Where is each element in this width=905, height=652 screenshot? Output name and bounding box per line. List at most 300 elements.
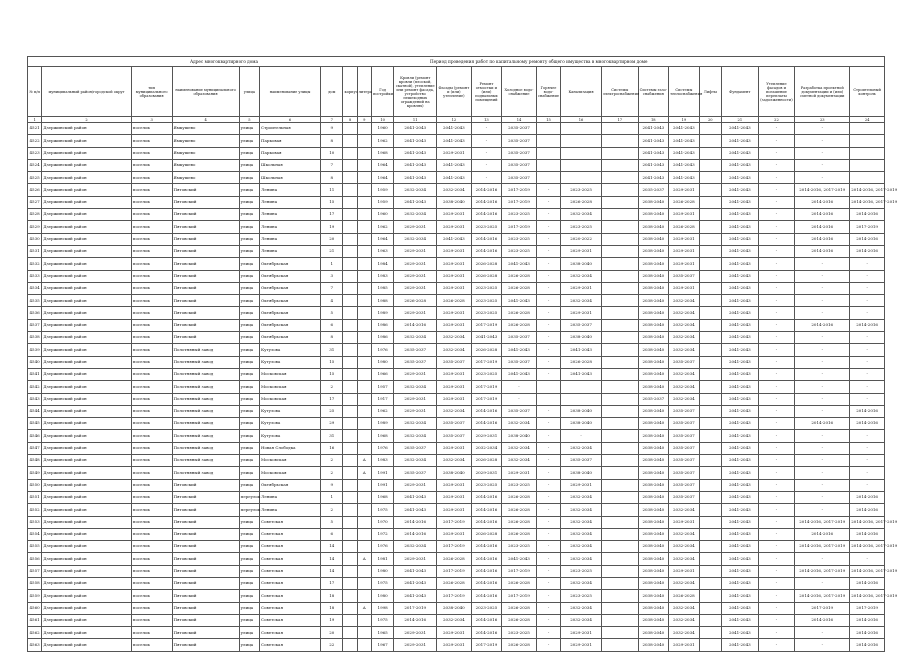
table-row bbox=[28, 147, 885, 159]
table-cell: 1966 bbox=[371, 368, 393, 380]
table-cell: 18 bbox=[321, 602, 343, 614]
table-cell: - bbox=[795, 295, 850, 307]
table-cell: - bbox=[795, 307, 850, 319]
table-cell: 2014-2016 bbox=[850, 627, 885, 639]
table-cell: 1970 bbox=[371, 516, 393, 528]
table-row bbox=[28, 577, 885, 589]
table-cell: 2026-2028 bbox=[437, 295, 472, 307]
table-cell bbox=[357, 639, 371, 651]
table-cell: 2029-2031 bbox=[394, 221, 437, 233]
table-cell: Дзержинский район bbox=[42, 147, 132, 159]
table-cell: 2029-2031 bbox=[471, 467, 502, 479]
table-cell bbox=[699, 233, 721, 245]
table-cell bbox=[357, 209, 371, 221]
column-header: Фундамент bbox=[722, 67, 759, 117]
table-cell bbox=[357, 418, 371, 430]
table-cell: 2017-2019 bbox=[471, 393, 502, 405]
table-body bbox=[28, 123, 898, 652]
table-cell: улица bbox=[239, 233, 259, 245]
table-cell: 2029-2031 bbox=[437, 258, 472, 270]
column-header: наименование улицы bbox=[260, 67, 321, 117]
table-cell: 2014-2016 bbox=[471, 516, 502, 528]
table-cell: Пятовский bbox=[172, 504, 239, 516]
table-cell: - bbox=[795, 627, 850, 639]
table-cell bbox=[601, 467, 638, 479]
table-cell: 2041-2043 bbox=[638, 135, 669, 147]
table-cell bbox=[357, 627, 371, 639]
table-cell: Пятовский bbox=[172, 209, 239, 221]
table-cell: Дзержинский район bbox=[42, 553, 132, 565]
table-cell bbox=[343, 479, 357, 491]
table-cell bbox=[343, 627, 357, 639]
table-cell: 4550 bbox=[28, 479, 42, 491]
table-cell bbox=[699, 639, 721, 651]
table-cell: Ленина bbox=[260, 209, 321, 221]
table-cell: 2014-2016 bbox=[850, 319, 885, 331]
table-cell: Кутузова bbox=[260, 430, 321, 442]
table-cell: 2029-2031 bbox=[437, 147, 472, 159]
table-cell: поселок bbox=[131, 172, 172, 184]
table-cell: 1968 bbox=[371, 430, 393, 442]
table-cell bbox=[699, 368, 721, 380]
table-cell: 4560 bbox=[28, 602, 42, 614]
table-cell bbox=[699, 209, 721, 221]
table-row bbox=[28, 159, 885, 171]
table-row bbox=[28, 639, 885, 651]
table-cell: 1 bbox=[321, 258, 343, 270]
table-cell: Дзержинский район bbox=[42, 184, 132, 196]
table-cell: 2014-2016, 2017-2019 bbox=[850, 196, 885, 208]
table-cell: 18 bbox=[321, 590, 343, 602]
table-cell: Дзержинский район bbox=[42, 393, 132, 405]
table-cell: 2038-2040 bbox=[638, 491, 669, 503]
table-cell: - bbox=[536, 491, 560, 503]
table-cell: Полотняный завод bbox=[172, 467, 239, 479]
table-cell: 2041-2043 bbox=[722, 455, 759, 467]
table-cell: 2035-2037 bbox=[638, 184, 669, 196]
table-cell: 2014-2016 bbox=[394, 516, 437, 528]
table-cell: 4527 bbox=[28, 196, 42, 208]
table-row bbox=[28, 614, 885, 626]
table-cell: 2041-2043 bbox=[502, 368, 537, 380]
table-cell: Полотняный завод bbox=[172, 442, 239, 454]
table-cell: 2014-2016 bbox=[471, 405, 502, 417]
table-cell: - bbox=[758, 639, 795, 651]
table-cell: улица bbox=[239, 258, 259, 270]
table-cell: поселок bbox=[131, 467, 172, 479]
table-cell bbox=[343, 590, 357, 602]
table-cell: 2014-2016, 2017-2019 bbox=[795, 184, 850, 196]
table-cell: 4548 bbox=[28, 455, 42, 467]
table-cell: улица bbox=[239, 541, 259, 553]
table-cell: 19 bbox=[321, 614, 343, 626]
table-cell: Пятовский bbox=[172, 233, 239, 245]
table-cell: 1962 bbox=[371, 405, 393, 417]
table-cell: 2038-2040 bbox=[561, 258, 602, 270]
table-cell: 2014-2016 bbox=[795, 221, 850, 233]
table-cell: 2032-2034 bbox=[502, 418, 537, 430]
table-cell: Дзержинский район bbox=[42, 627, 132, 639]
table-cell: улица bbox=[239, 295, 259, 307]
table-cell: 2038-2040 bbox=[638, 282, 669, 294]
table-cell: 2035-2037 bbox=[561, 319, 602, 331]
table-cell: 2041-2043 bbox=[669, 147, 700, 159]
table-cell: 2032-2034 bbox=[394, 430, 437, 442]
column-header: Утепление фасадов и погашение переплаты (задолженности) bbox=[758, 67, 795, 117]
table-cell: 1976 bbox=[371, 541, 393, 553]
table-cell: Пятовский bbox=[172, 553, 239, 565]
table-cell: 2032-2034 bbox=[669, 553, 700, 565]
table-cell: Советская bbox=[260, 639, 321, 651]
column-number: 11 bbox=[394, 117, 437, 123]
table-cell: Дзержинский район bbox=[42, 565, 132, 577]
table-cell: - bbox=[536, 639, 560, 651]
table-cell: 16 bbox=[321, 442, 343, 454]
table-cell bbox=[699, 553, 721, 565]
table-cell: - bbox=[795, 430, 850, 442]
table-cell: Дзержинский район bbox=[42, 245, 132, 257]
table-cell: - bbox=[758, 491, 795, 503]
table-cell: улица bbox=[239, 455, 259, 467]
table-cell: Полотняный завод bbox=[172, 356, 239, 368]
table-cell: 2017-2019 bbox=[502, 196, 537, 208]
table-cell: - bbox=[758, 196, 795, 208]
table-cell: - bbox=[758, 614, 795, 626]
table-cell bbox=[850, 147, 885, 159]
table-cell: - bbox=[795, 344, 850, 356]
table-cell: 1980 bbox=[371, 356, 393, 368]
table-cell: 1981 bbox=[371, 553, 393, 565]
table-cell: 2032-2034 bbox=[561, 528, 602, 540]
table-cell bbox=[850, 135, 885, 147]
table-cell: Ленина bbox=[260, 233, 321, 245]
table-cell: 2035-2037 bbox=[669, 405, 700, 417]
table-cell bbox=[699, 528, 721, 540]
table-cell: 2029-2031 bbox=[437, 639, 472, 651]
table-cell: 2041-2043 bbox=[437, 172, 472, 184]
table-cell: 2029-2031 bbox=[437, 442, 472, 454]
table-cell: 2041-2043 bbox=[722, 344, 759, 356]
table-cell bbox=[850, 159, 885, 171]
table-cell: - bbox=[536, 516, 560, 528]
table-cell: - bbox=[758, 528, 795, 540]
table-cell: Полотняный завод bbox=[172, 368, 239, 380]
table-cell: 2041-2043 bbox=[722, 516, 759, 528]
table-cell: 4539 bbox=[28, 344, 42, 356]
table-cell bbox=[343, 356, 357, 368]
table-cell: поселок bbox=[131, 553, 172, 565]
table-cell: 2035-2037 bbox=[669, 430, 700, 442]
table-cell: Дзержинский район bbox=[42, 209, 132, 221]
table-cell bbox=[601, 270, 638, 282]
table-cell: - bbox=[758, 516, 795, 528]
table-cell: - bbox=[471, 172, 502, 184]
table-cell: 4525 bbox=[28, 172, 42, 184]
table-cell: - bbox=[536, 233, 560, 245]
column-header: тип муниципального образования bbox=[131, 67, 172, 117]
table-cell: поселок bbox=[131, 455, 172, 467]
table-cell: 17 bbox=[321, 209, 343, 221]
table-cell: 2014-2016 bbox=[394, 614, 437, 626]
table-cell: 2035-2037 bbox=[437, 356, 472, 368]
table-cell: 2023-2025 bbox=[471, 295, 502, 307]
table-cell: Пятовский bbox=[172, 541, 239, 553]
table-cell: 2032-2034 bbox=[437, 405, 472, 417]
table-cell: 2032-2034 bbox=[394, 233, 437, 245]
table-cell: 2041-2043 bbox=[722, 393, 759, 405]
table-cell: 2 bbox=[321, 504, 343, 516]
column-header: Ремонт отмостки и (или) подвальных помещений bbox=[471, 67, 502, 117]
table-cell: 2029-2031 bbox=[502, 467, 537, 479]
table-cell: улица bbox=[239, 553, 259, 565]
table-cell: Дзержинский район bbox=[42, 590, 132, 602]
table-cell: - bbox=[758, 627, 795, 639]
table-cell: 2029-2031 bbox=[561, 282, 602, 294]
table-cell bbox=[536, 381, 560, 393]
table-cell: Дзержинский район bbox=[42, 221, 132, 233]
table-cell: улица bbox=[239, 245, 259, 257]
table-cell: Октябрьская bbox=[260, 319, 321, 331]
table-cell: 2041-2043 bbox=[394, 159, 437, 171]
table-cell: - bbox=[561, 430, 602, 442]
table-cell: 2032-2034 bbox=[561, 553, 602, 565]
table-cell: 2035-2037 bbox=[502, 356, 537, 368]
table-cell: Дзержинский район bbox=[42, 614, 132, 626]
table-cell: - bbox=[850, 393, 885, 405]
table-cell: Пятовский bbox=[172, 332, 239, 344]
table-cell: 2041-2043 bbox=[722, 430, 759, 442]
table-cell: поселок bbox=[131, 233, 172, 245]
table-row bbox=[28, 307, 885, 319]
table-cell bbox=[536, 172, 560, 184]
table-cell: улица bbox=[239, 381, 259, 393]
table-cell bbox=[601, 553, 638, 565]
table-cell: - bbox=[536, 590, 560, 602]
table-cell: А bbox=[357, 467, 371, 479]
table-cell: 2032-2034 bbox=[561, 442, 602, 454]
table-cell: 2035-2037 bbox=[394, 467, 437, 479]
table-cell: поселок bbox=[131, 295, 172, 307]
table-cell: - bbox=[850, 381, 885, 393]
table-cell: 2029-2031 bbox=[669, 565, 700, 577]
table-cell: 2017-2019 bbox=[471, 356, 502, 368]
table-cell: - bbox=[536, 614, 560, 626]
table-cell: 2041-2043 bbox=[722, 553, 759, 565]
table-cell: 2029-2031 bbox=[394, 270, 437, 282]
column-number: 4 bbox=[172, 117, 239, 123]
table-cell: 2029-2031 bbox=[437, 528, 472, 540]
table-cell: 2035-2037 bbox=[669, 356, 700, 368]
table-cell: 3 bbox=[321, 270, 343, 282]
table-cell: 2014-2016 bbox=[850, 577, 885, 589]
table-cell: - bbox=[850, 270, 885, 282]
table-cell: 2035-2037 bbox=[394, 344, 437, 356]
table-cell: - bbox=[795, 172, 850, 184]
table-cell: 2 bbox=[321, 381, 343, 393]
table-cell: - bbox=[850, 332, 885, 344]
table-cell: 2038-2040 bbox=[638, 233, 669, 245]
table-cell: 2014-2016 bbox=[850, 639, 885, 651]
table-cell: Советская bbox=[260, 553, 321, 565]
column-number: 2 bbox=[42, 117, 132, 123]
table-cell: 4555 bbox=[28, 541, 42, 553]
table-cell: 2026-2028 bbox=[561, 196, 602, 208]
table-cell: 2023-2025 bbox=[502, 245, 537, 257]
table-cell: - bbox=[502, 393, 537, 405]
table-cell: 2029-2031 bbox=[437, 270, 472, 282]
table-cell: 4545 bbox=[28, 418, 42, 430]
table-cell: 15 bbox=[321, 368, 343, 380]
table-cell: 1964 bbox=[371, 233, 393, 245]
table-cell: 2017-2019 bbox=[850, 602, 885, 614]
table-cell: 2029-2031 bbox=[394, 639, 437, 651]
table-cell: 2041-2043 bbox=[722, 541, 759, 553]
table-cell: поселок bbox=[131, 565, 172, 577]
table-cell bbox=[699, 344, 721, 356]
table-cell: 2041-2043 bbox=[722, 590, 759, 602]
table-row bbox=[28, 381, 885, 393]
column-header: № п/п bbox=[28, 67, 42, 117]
table-row bbox=[28, 528, 885, 540]
table-cell bbox=[601, 123, 638, 135]
column-header: Разработка проектной документации и (или) сметной документации bbox=[795, 67, 850, 117]
table-cell: Дзержинский район bbox=[42, 295, 132, 307]
table-cell: Дзержинский район bbox=[42, 467, 132, 479]
table-cell: Пятовский bbox=[172, 590, 239, 602]
table-cell: 2029-2031 bbox=[437, 381, 472, 393]
table-cell: Дзержинский район bbox=[42, 541, 132, 553]
table-cell: улица bbox=[239, 418, 259, 430]
table-cell: 2026-2028 bbox=[437, 577, 472, 589]
column-header: корпус bbox=[343, 67, 357, 117]
table-cell: улица bbox=[239, 147, 259, 159]
table-cell: 2041-2043 bbox=[394, 196, 437, 208]
table-cell: Полотняный завод bbox=[172, 418, 239, 430]
table-cell: Дзержинский район bbox=[42, 479, 132, 491]
table-cell: 4542 bbox=[28, 381, 42, 393]
table-row bbox=[28, 516, 885, 528]
table-cell: 2026-2028 bbox=[502, 528, 537, 540]
table-cell: 1984 bbox=[371, 258, 393, 270]
table-cell: Дзержинский район bbox=[42, 455, 132, 467]
table-row bbox=[28, 504, 885, 516]
table-cell: 1917 bbox=[371, 393, 393, 405]
table-cell bbox=[357, 270, 371, 282]
table-cell: 2041-2043 bbox=[722, 245, 759, 257]
table-cell: 2 bbox=[321, 467, 343, 479]
table-cell bbox=[357, 491, 371, 503]
table-cell: - bbox=[795, 491, 850, 503]
column-header: Лифты bbox=[699, 67, 721, 117]
table-cell bbox=[601, 565, 638, 577]
table-cell bbox=[850, 123, 885, 135]
table-cell: - bbox=[536, 577, 560, 589]
table-cell: 1962 bbox=[371, 135, 393, 147]
table-cell: 2032-2034 bbox=[669, 295, 700, 307]
table-cell bbox=[343, 602, 357, 614]
table-cell: Пятовский bbox=[172, 516, 239, 528]
table-cell: 2029-2031 bbox=[561, 639, 602, 651]
table-cell: 2041-2043 bbox=[722, 565, 759, 577]
table-cell bbox=[601, 221, 638, 233]
table-cell: переулок bbox=[239, 504, 259, 516]
table-cell: 17 bbox=[321, 393, 343, 405]
table-cell: - bbox=[758, 356, 795, 368]
table-cell: 2017-2019 bbox=[471, 319, 502, 331]
table-cell: 2038-2040 bbox=[638, 368, 669, 380]
table-cell: 2038-2040 bbox=[638, 209, 669, 221]
table-cell: Советская bbox=[260, 577, 321, 589]
column-header: Системы теплоснабжения bbox=[669, 67, 700, 117]
column-header: дом bbox=[321, 67, 343, 117]
table-cell: Московская bbox=[260, 467, 321, 479]
table-cell: 2014-2016 bbox=[471, 553, 502, 565]
table-cell: Полотняный завод bbox=[172, 405, 239, 417]
table-cell: Ямкушево bbox=[172, 159, 239, 171]
table-cell: 2023-2025 bbox=[502, 233, 537, 245]
table-cell: - bbox=[471, 147, 502, 159]
table-cell: 2014-2016 bbox=[850, 245, 885, 257]
table-cell: Пятовский bbox=[172, 319, 239, 331]
table-cell: 2014-2016 bbox=[471, 627, 502, 639]
table-cell: 2014-2016 bbox=[850, 405, 885, 417]
table-cell: Советская bbox=[260, 541, 321, 553]
table-cell: Ямкушево bbox=[172, 147, 239, 159]
table-cell: 2041-2043 bbox=[394, 590, 437, 602]
table-cell: 2035-2037 bbox=[502, 135, 537, 147]
table-cell: 2032-2034 bbox=[669, 541, 700, 553]
table-cell: 2029-2031 bbox=[561, 627, 602, 639]
table-cell: улица bbox=[239, 319, 259, 331]
table-cell: 2014-2016 bbox=[471, 504, 502, 516]
table-cell: улица bbox=[239, 368, 259, 380]
table-cell: 2023-2025 bbox=[561, 565, 602, 577]
table-cell: Кутузова bbox=[260, 356, 321, 368]
table-cell: 2014-2016 bbox=[850, 233, 885, 245]
table-cell: - bbox=[758, 393, 795, 405]
table-cell: 2035-2037 bbox=[669, 491, 700, 503]
table-cell: 2032-2034 bbox=[561, 270, 602, 282]
table-cell: 2026-2028 bbox=[471, 455, 502, 467]
table-cell: 2014-2016 bbox=[394, 528, 437, 540]
table-cell: 2041-2043 bbox=[502, 344, 537, 356]
table-cell: поселок bbox=[131, 528, 172, 540]
table-cell bbox=[343, 135, 357, 147]
table-cell: 4541 bbox=[28, 368, 42, 380]
table-cell bbox=[343, 221, 357, 233]
table-cell: - bbox=[758, 159, 795, 171]
table-cell: - bbox=[795, 639, 850, 651]
table-cell: - bbox=[536, 528, 560, 540]
table-cell: 2014-2016 bbox=[795, 209, 850, 221]
table-cell: Дзержинский район bbox=[42, 123, 132, 135]
table-cell bbox=[699, 455, 721, 467]
table-cell: 2026-2028 bbox=[502, 516, 537, 528]
table-cell: 1972 bbox=[371, 528, 393, 540]
table-cell: - bbox=[536, 332, 560, 344]
table-cell: - bbox=[536, 504, 560, 516]
table-cell: - bbox=[850, 356, 885, 368]
table-cell: 2014-2016, 2017-2019 bbox=[795, 565, 850, 577]
header-row bbox=[28, 67, 885, 117]
table-cell: 2026-2028 bbox=[502, 491, 537, 503]
table-cell: - bbox=[795, 270, 850, 282]
table-row bbox=[28, 455, 885, 467]
table-cell: 4556 bbox=[28, 553, 42, 565]
table-cell: 7 bbox=[321, 282, 343, 294]
table-cell: 2032-2034 bbox=[669, 307, 700, 319]
table-cell: 1986 bbox=[371, 332, 393, 344]
